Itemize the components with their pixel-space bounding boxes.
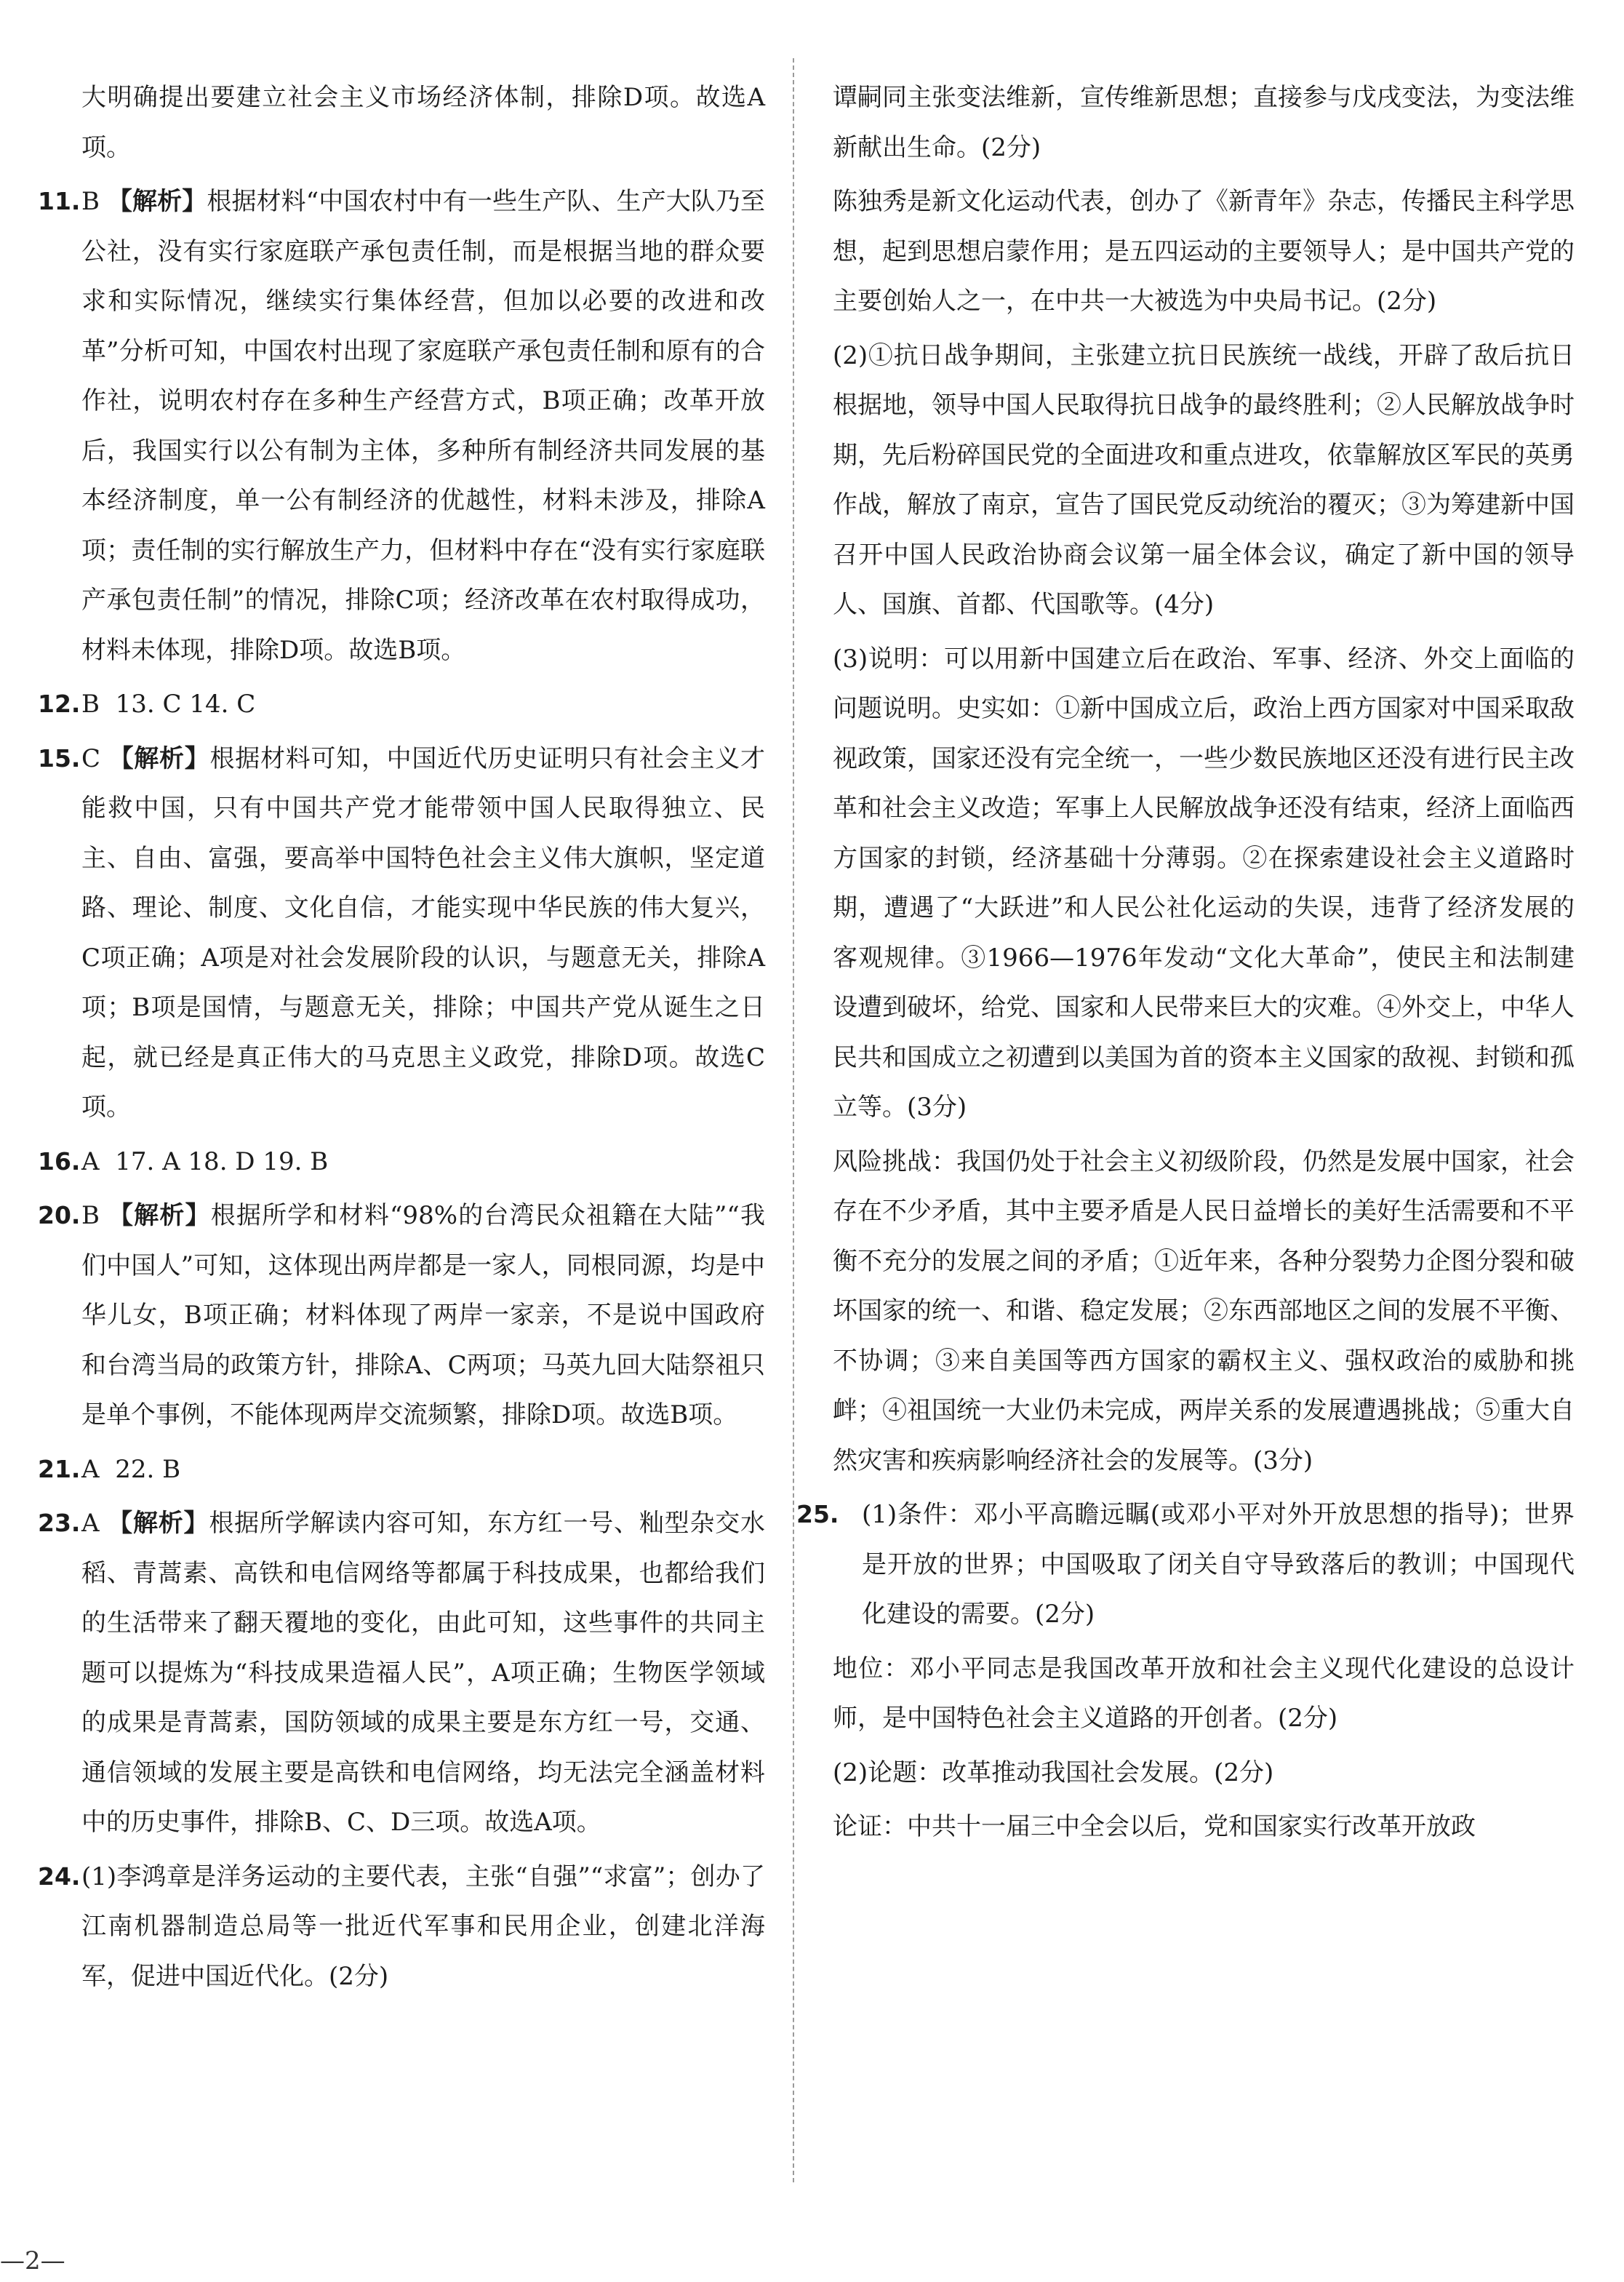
answer-16-19 [38,1137,765,1187]
answer-24-risks: 风险挑战：我国仍处于社会主义初级阶段，仍然是发展中国家，社会存在不少矛盾，其中主要矛盾是人民日益增长的美好生活需要和不平衡不充分的发展之间的矛盾；①近年来，各种分裂势力企图分裂和破坏国家的统一、和谐、稳定发展；②东西部地区之间的发展不平衡、不协调；③来自美国等西方国家的霸权主义、强权政治的威胁和挑衅；④祖国统一大业仍未完成，两岸关系的发展遭遇挑战；⑤重大自然灾害和疾病影响经济社会的发展等。(3分) [833,1146,1575,1475]
answer-21-22 [38,1445,765,1495]
answer-24-part2: (2)①抗日战争期间，主张建立抗日民族统一战线，开辟了敌后抗日根据地，领导中国人民取得抗日战争的最终胜利；②人民解放战争时期，先后粉碎国民党的全面进攻和重点进攻，依靠解放区军民的英勇作战，解放了南京，宣告了国民党反动统治的覆灭；③为筹建新中国召开中国人民政治协商会议第一届全体会议，确定了新中国的领导人、国旗、首都、代国歌等。(4分) [833,340,1575,619]
analysis-text: 根据所学解读内容可知，东方红一号、籼型杂交水稻、青蒿素、高铁和电信网络等都属于科技成果，也都给我们的生活带来了翻天覆地的变化，由此可知，这些事件的共同主题可以提炼为“科技成果造福人民”，A项正确；生物医学领域的成果是青蒿素，国防领域的成果主要是东方红一号，交通、通信领域的发展主要是高铁和电信网络，均无法完全涵盖材料中的历史事件，排除B、C、D三项。故选A项。 [81,1509,766,1837]
analysis-text: 根据所学和材料“98%的台湾民众祖籍在大陆”“我们中国人”可知，这体现出两岸都是一家人，同根同源，均是中华儿女，B项正确；材料体现了两岸一家亲，不是说中国政府和台湾当局的政策方针，排除A、C两项；马英九回大陆祭祖只是单个事例，不能体现两岸交流频繁，排除D项。故选B项。 [81,1201,766,1429]
column-divider [793,58,794,2182]
answer-list: 13. C 14. C [115,690,256,719]
question-number: 25. [796,1500,839,1528]
answer-letter: A [81,1454,100,1484]
answer-24-chen-duxiu: 陈独秀是新文化运动代表，创办了《新青年》杂志，传播民主科学思想，起到思想启蒙作用；是五四运动的主要领导人；是中国共产党的主要创始人之一，在中共一大被选为中央局书记。(2分) [833,187,1575,316]
answer-15 [38,734,765,1133]
question-number: 20. [38,1201,81,1229]
page-number: —2— [0,2246,65,2275]
analysis-tag: 【解析】 [108,1201,211,1230]
analysis-tag: 【解析】 [108,1509,209,1538]
question-number: 15. [38,743,81,773]
answer-letter: A [81,1146,100,1176]
analysis-text: 根据材料可知，中国近代历史证明只有社会主义才能救中国，只有中国共产党才能带领中国人民取得独立、民主、自由、富强，要高举中国特色社会主义伟大旗帜，坚定道路、理论、制度、文化自信，才能实现中华民族的伟大复兴，C项正确；A项是对社会发展阶段的认识，与题意无关，排除A项；B项是国情，与题意无关，排除；中国共产党从诞生之日起，就已经是真正伟大的马克思主义政党，排除D项。故选C项。 [81,743,765,1122]
left-column [38,73,765,2001]
answer-11 [38,177,765,675]
answer-24-part3: (3)说明：可以用新中国建立后在政治、军事、经济、外交上面临的问题说明。史实如：①新中国成立后，政治上西方国家对中国采取敌视政策，国家还没有完全统一，一些少数民族地区还没有进行民主改革和社会主义改造；军事上人民解放战争还没有结束，经济上面临西方国家的封锁，经济基础十分薄弱。②在探索建设社会主义道路时期，遭遇了“大跃进”和人民公社化运动的失误，违背了经济发展的客观规律。③1966—1976年发动“文化大革命”，使民主和法制建设遭到破坏，给党、国家和人民带来巨大的灾难。④外交上，中华人民共和国成立之初遭到以美国为首的资本主义国家的敌视、封锁和孤立等。(3分) [833,644,1575,1122]
analysis-tag: 【解析】 [107,187,207,216]
answer-20 [38,1191,765,1440]
question-number: 11. [38,187,81,215]
answer-25-argument: 论证：中共十一届三中全会以后，党和国家实行改革开放政 [833,1812,1476,1841]
answer-letter: B [81,1201,100,1230]
right-column [796,73,1575,1852]
answer-list: 17. A 18. D 19. B [115,1146,329,1176]
answer-letter: A [81,1509,100,1538]
answer-text: (1)李鸿章是洋务运动的主要代表，主张“自强”“求富”；创办了江南机器制造总局等一批近代军事和民用企业，创建北洋海军，促进中国近代化。(2分) [81,1862,765,1991]
answer-25-status: 地位：邓小平同志是我国改革开放和社会主义现代化建设的总设计师，是中国特色社会主义道路的开创者。(2分) [833,1653,1575,1733]
analysis-tag: 【解析】 [108,743,210,773]
question-number: 23. [38,1509,81,1537]
answer-23 [38,1499,765,1848]
answer-10-continuation: 大明确提出要建立社会主义市场经济体制，排除D项。故选A项。 [81,83,765,162]
question-number: 21. [38,1454,81,1483]
answer-25: 25. (1)条件：邓小平高瞻远瞩(或邓小平对外开放思想的指导)；世界是开放的世界；中国吸取了闭关自守导致落后的教训；中国现代化建设的需要。(2分) [833,1490,1575,1640]
answer-24-part1-continued: 谭嗣同主张变法维新，宣传维新思想；直接参与戊戌变法，为变法维新献出生命。(2分) [833,83,1575,162]
answer-24 [38,1852,765,2002]
answer-12-14 [38,679,765,730]
answer-25-part2: (2)论题：改革推动我国社会发展。(2分) [833,1758,1274,1787]
question-number: 12. [38,690,81,718]
question-number: 24. [38,1862,81,1891]
answer-letter: C [81,743,101,773]
analysis-text: 根据材料“中国农村中有一些生产队、生产大队乃至公社，没有实行家庭联产承包责任制，而是根据当地的群众要求和实际情况，继续实行集体经营，但加以必要的改进和改革”分析可知，中国农村出现了家庭联产承包责任制和原有的合作社，说明农村存在多种生产经营方式，B项正确；改革开放后，我国实行以公有制为主体，多种所有制经济共同发展的基本经济制度，单一公有制经济的优越性，材料未涉及，排除A项；责任制的实行解放生产力，但材料中存在“没有实行家庭联产承包责任制”的情况，排除C项；经济改革在农村取得成功，材料未体现，排除D项。故选B项。 [81,187,766,665]
answer-letter: B [81,690,100,719]
question-number: 16. [38,1146,81,1176]
answer-letter: B [81,187,100,216]
answer-list: 22. B [115,1454,181,1484]
